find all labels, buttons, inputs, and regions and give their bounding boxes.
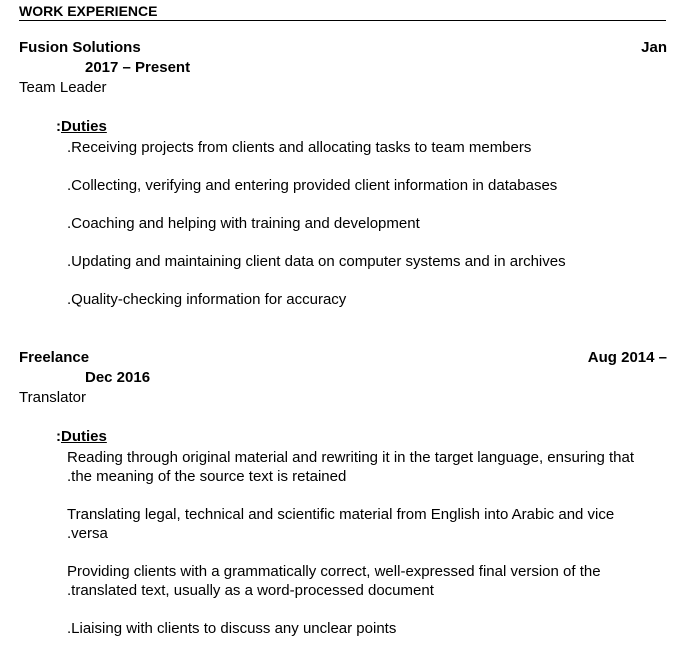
duty-item-line: .translated text, usually as a word-processed document bbox=[67, 582, 434, 599]
job-date-start: Jan bbox=[641, 39, 667, 56]
section-title: WORK EXPERIENCE bbox=[19, 2, 666, 21]
duty-item: .Coaching and helping with training and development bbox=[67, 215, 420, 232]
duties-heading bbox=[56, 428, 107, 445]
duty-item: .Receiving projects from clients and allocating tasks to team members bbox=[67, 139, 532, 156]
duty-item: .Updating and maintaining client data on computer systems and in archives bbox=[67, 253, 566, 270]
duty-item-line: Providing clients with a grammatically correct, well-expressed final version of the bbox=[67, 563, 601, 580]
duties-heading bbox=[56, 118, 107, 135]
job-company: Fusion Solutions bbox=[19, 39, 141, 56]
job-date-end: Dec 2016 bbox=[85, 369, 151, 386]
job-date-end: 2017 – Present bbox=[85, 59, 191, 76]
duty-item: .Collecting, verifying and entering provided client information in databases bbox=[67, 177, 558, 194]
duty-item: .Quality-checking information for accuracy bbox=[67, 291, 347, 308]
job-date-start: Aug 2014 – bbox=[587, 349, 667, 366]
duties-colon: : bbox=[56, 118, 61, 135]
job-company: Freelance bbox=[19, 349, 90, 366]
job-role: Translator bbox=[19, 389, 86, 406]
duty-item-line: Translating legal, technical and scientific material from English into Arabic and vice bbox=[67, 506, 615, 523]
duty-item-line: .the meaning of the source text is retained bbox=[67, 468, 347, 485]
duty-item-line: .Liaising with clients to discuss any unclear points bbox=[67, 620, 397, 637]
duties-label: Duties bbox=[61, 428, 107, 445]
duty-item-line: .versa bbox=[67, 525, 108, 542]
duties-label: Duties bbox=[61, 118, 107, 135]
job-role: Team Leader bbox=[19, 79, 107, 96]
duty-item-line: Reading through original material and rewriting it in the target language, ensuring that bbox=[67, 449, 635, 466]
duties-colon: : bbox=[56, 428, 61, 445]
